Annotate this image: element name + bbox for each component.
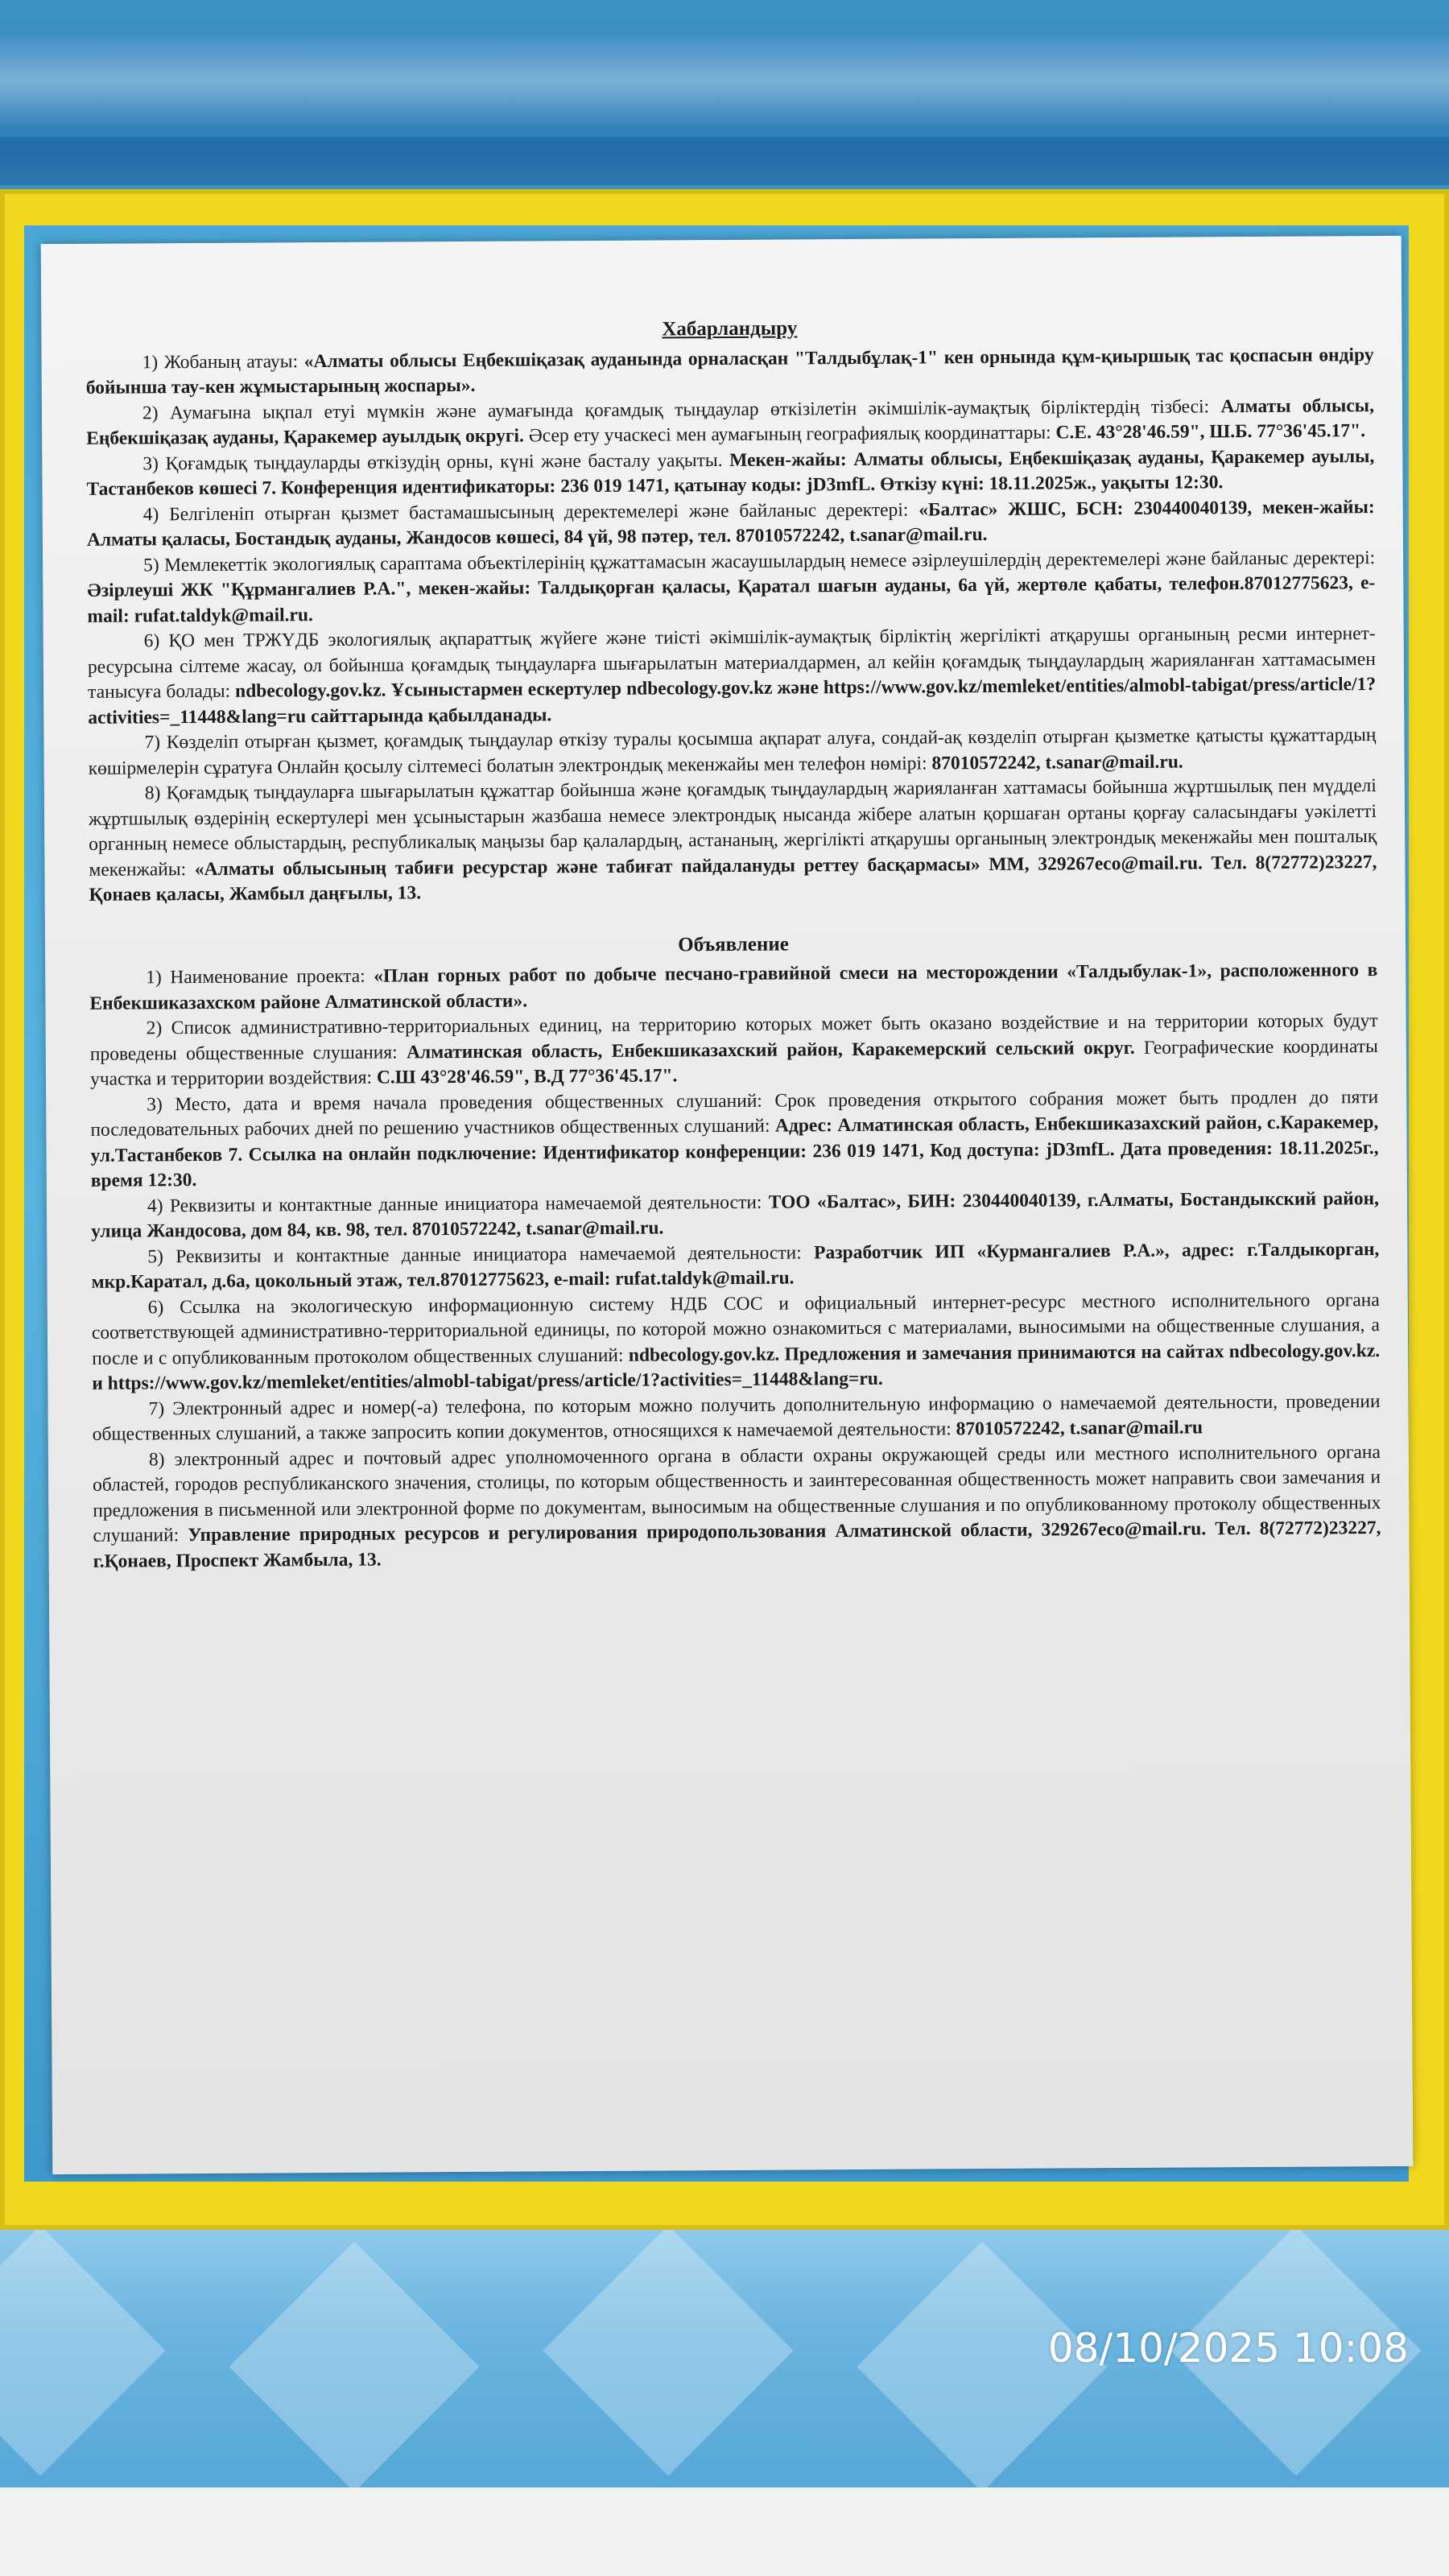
kz-item-5: 5) Мемлекеттік экологиялық сараптама объектілерінің құжаттамасын жасаушылардың немесе әзірлеушілердің деректемелері және байланыс деректері: Әзірлеуші ЖК "Құрмангалиев Р.А.", мекен-жайы: Талдықорған қаласы, Қаратал шағын ауданы, 6а үй, жертөле қабаты, телефон.87012775623, e-mail: rufat.taldyk@mail.ru. — [87, 547, 1376, 627]
floor-band — [0, 2487, 1449, 2576]
kz-item-8: 8) Қоғамдық тыңдауларға шығарылатын құжаттар бойынша және қоғамдық тыңдаулардың жарияланған хаттамасы бойынша жұртшылық пен мүдделі жұртшылық өздерінің ескертулері мен ұсыныстарын жазбаша немесе электрондық нысанда жібере алатын қоршаған ортаны қорғау саласындағы уәкілетті органның немесе облыстардың, республикалық маңызы бар қалалардың, астананың, жергілікті атқарушы органының электрондық мекенжайы мен пошталық мекенжайы: «Алматы облысының табиғи ресурстар және табиғат пайдалануды реттеу басқармасы» ММ, 329267eco@mail.ru. Тел. 8(72772)23227, Қонаев қаласы, Жамбыл даңғылы, 13. — [88, 775, 1377, 906]
announcement-sheet — [41, 236, 1414, 2174]
kazakh-title: Хабарландыру — [662, 317, 798, 341]
ru-item-3: 3) Место, дата и время начала проведения общественных слушаний: Срок проведения открытого собрания может быть продлен до пяти последовательных рабочих дней по решению участников общественных слушаний: Адрес: Алматинская область, Енбекшиказахский район, с.Каракемер, ул.Тастанбеков 7. Ссылка на онлайн подключение: Идентификатор конференции: 236 019 1471, Код доступа: jD3mfL. Дата проведения: 18.11.2025г., время 12:30. — [90, 1086, 1379, 1191]
wall-band — [0, 137, 1449, 185]
wall-diamond — [543, 2230, 793, 2476]
ru-item-2: 2) Список административно-территориальных единиц, на территорию которых может быть оказано воздействие и на территории которых будут проведены общественные слушания: Алматинская область, Енбекшиказахский район, Каракемерский сельский округ. Географические координаты участка и территории воздействия: С.Ш 43°28'46.59", В.Д 77°36'45.17". — [89, 1010, 1378, 1090]
kz-item-7: 7) Көзделіп отырған қызмет, қоғамдық тыңдаулар өткізу туралы қосымша ақпарат алуға, сондай-ақ көзделіп отырған қызметке қатысты құжаттардың көшірмелерін сұратуға Онлайн қосылу сілтемесі болатын электрондық мекенжайы мен телефон нөмірі: 87010572242, t.sanar@mail.ru. — [88, 724, 1377, 779]
ru-item-4: 4) Реквизиты и контактные данные инициатора намечаемой деятельности: ТОО «Балтас», БИН: 230440040139, г.Алматы, Бостандыкский район, улица Жандосова, дом 84, кв. 98, тел. 87010572242, t.sanar@mail.ru. — [91, 1187, 1380, 1242]
kz-item-1: 1) Жобаның атауы: «Алматы облысы Еңбекшіқазақ ауданында орналасқан "Талдыбұлақ-1" кен орнында құм-қиыршық тас қоспасын өндіру бойынша тау-кен жұмыстарының жоспары». — [85, 344, 1374, 398]
russian-title: Объявление — [678, 933, 789, 956]
kz-item-4: 4) Белгіленіп отырған қызмет бастамашысының деректемелері және байланыс деректері: «Балтас» ЖШС, БСН: 230440040139, мекен-жайы: Алматы қаласы, Бостандық ауданы, Жандосов көшесі, 84 үй, 98 пәтер, тел. 87010572242, t.sanar@mail.ru. — [86, 496, 1375, 551]
wall-diamond — [0, 2230, 166, 2476]
wall-highlight — [0, 32, 1449, 129]
ru-item-7: 7) Электронный адрес и номер(-а) телефона, по которым можно получить дополнительную информацию о намечаемой деятельности, проведении общественных слушаний, а также запросить копии документов, относящихся к намечаемой деятельности: 87010572242, t.sanar@mail.ru — [92, 1390, 1381, 1445]
ru-item-5: 5) Реквизиты и контактные данные инициатора намечаемой деятельности: Разработчик ИП «Курмангалиев Р.А.», адрес: г.Талдыкорган, мкр.Каратал, д.6а, цокольный этаж, тел.87012775623, e-mail: rufat.taldyk@mail.ru. — [91, 1238, 1380, 1293]
photo-timestamp: 08/10/2025 10:08 — [1047, 2325, 1409, 2372]
ru-item-6: 6) Ссылка на экологическую информационную систему НДБ СОС и официальный интернет-ресурс местного исполнительного органа соответствующей административно-территориальной единицы, по которой можно ознакомиться с материалами, выносимыми на общественные слушания, а после и с опубликованным протоколом общественных слушаний: ndbecology.gov.kz. Предложения и замечания принимаются на сайтах ndbecology.gov.kz. и https://www.gov.kz/memleket/entities/almobl-tabigat/press/article/1?activities=_11448&lang=ru. — [91, 1289, 1381, 1394]
ru-item-8: 8) электронный адрес и почтовый адрес уполномоченного органа в области охраны окружающей среды или местного исполнительного органа областей, городов республиканского значения, столицы, по которым общественность и заинтересованная общественность может направить свои замечания и предложения в письменной или электронной форме по документам, выносимым на общественные слушания и по опубликованному протоколу общественных слушаний: Управление природных ресурсов и регулирования природопользования Алматинской области, 329267eco@mail.ru. Тел. 8(72772)23227, г.Қонаев, Проспект Жамбыла, 13. — [93, 1441, 1381, 1572]
kz-item-3: 3) Қоғамдық тыңдауларды өткізудің орны, күні және басталу уақыты. Мекен-жайы: Алматы облысы, Еңбекшіқазақ ауданы, Қаракемер ауылы, Тастанбеков көшесі 7. Конференция идентификаторы: 236 019 1471, қатынау коды: jD3mfL. Өткізу күні: 18.11.2025ж., уақыты 12:30. — [86, 445, 1375, 500]
kz-item-6: 6) ҚО мен ТРЖҮДБ экологиялық ақпараттық жүйеге және тиісті әкімшілік-аумақтық бірліктің жергілікті атқарушы органының ресми интернет-ресурсына сілтеме жасау, ол бойынша қоғамдық тыңдауларға шығарылатын материалдармен, ал кейін қоғамдық тыңдаулардың жарияланған хаттамасымен танысуға болады: ndbecology.gov.kz. Ұсыныстармен ескертулер ndbecology.gov.kz және https://www.gov.kz/memleket/entities/almobl-tabigat/press/article/1?activities=_11448&lang=ru сайттарында қабылданады. — [87, 623, 1377, 729]
ru-item-1: 1) Наименование проекта: «План горных работ по добыче песчано-гравийной смеси на месторождении «Талдыбулак-1», расположенного в Енбекшиказахском районе Алматинской области». — [89, 960, 1378, 1014]
kz-item-2: 2) Аумағына ықпал етуі мүмкін және аумағында қоғамдық тыңдаулар өткізілетін әкімшілік-аумақтық бірліктердің тізбесі: Алматы облысы, Еңбекшіқазақ ауданы, Қаракемер ауылдық округі. Әсер ету учаскесі мен аумағының географиялық координаттары: С.Е. 43°28'46.59", Ш.Б. 77°36'45.17". — [86, 394, 1375, 449]
announcement-text — [85, 312, 1381, 1575]
wall-diamond — [229, 2241, 479, 2491]
